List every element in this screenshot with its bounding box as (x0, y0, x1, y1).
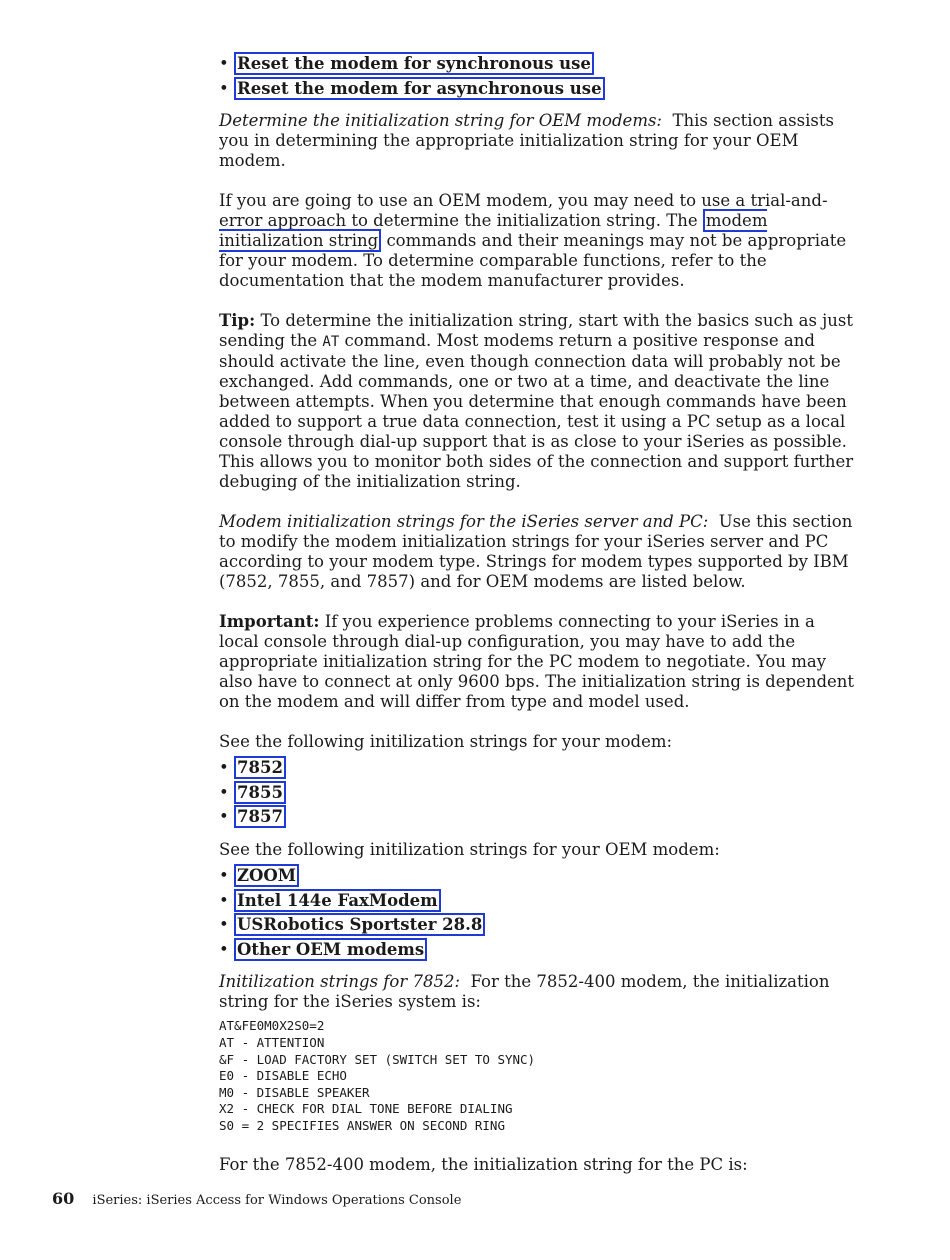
bullet-icon: • (219, 807, 229, 827)
important-paragraph (219, 612, 859, 712)
modem-7855-link[interactable]: 7855 (234, 781, 286, 804)
bullet-icon: • (219, 865, 229, 885)
other-oem-modems-link[interactable]: Other OEM modems (234, 938, 427, 961)
reset-asynchronous-link[interactable]: Reset the modem for asynchronous use (234, 77, 605, 100)
code-line: E0 - DISABLE ECHO (219, 1068, 347, 1084)
reset-synchronous-link[interactable]: Reset the modem for synchronous use (234, 52, 594, 75)
strings-section-heading: Modem initialization strings for the iSeries server and PC: (219, 512, 709, 532)
list-item (219, 938, 859, 963)
important-text: If you experience problems connecting to your iSeries in a local console through dial-up configuration, you may have to add the appropriate initialization string for the PC modem to negotiate. You may also have to connect at only 9600 bps. The initialization string is dependent on the modem and will differ from type and model used. (219, 612, 855, 712)
bullet-icon: • (219, 915, 229, 935)
code-line: X2 - CHECK FOR DIAL TONE BEFORE DIALING (219, 1101, 513, 1117)
important-label: Important: (219, 612, 320, 632)
usrobotics-link[interactable]: USRobotics Sportster 28.8 (234, 913, 485, 936)
list-item (219, 913, 859, 938)
strings-intro-text: Use this section to modify the modem initialization strings for your iSeries server and PC according to your modem type. Strings for modem types supported by IBM (7852, 7855, and 7857) and for OEM modems are listed below. (219, 512, 853, 592)
tip-text-before: To determine the initialization string, start with the basics such as just sending the (219, 311, 854, 351)
oem-intro-text: This section assists you in determining the appropriate initialization string for your OEM modem. (219, 111, 834, 171)
oem-intro-paragraph (219, 111, 859, 171)
footer-title: iSeries: iSeries Access for Windows Operations Console (92, 1193, 462, 1208)
bullet-icon: • (219, 939, 229, 959)
intel-faxmodem-link[interactable]: Intel 144e FaxModem (234, 889, 441, 912)
bullet-icon: • (219, 890, 229, 910)
list-item (219, 756, 859, 781)
code-line: M0 - DISABLE SPEAKER (219, 1084, 370, 1100)
modem-initialization-string-link[interactable]: modem initialization string (219, 211, 768, 251)
oem-modem-links-list (219, 864, 859, 962)
code-line: S0 = 2 SPECIFIES ANSWER ON SECOND RING (219, 1117, 505, 1133)
code-line: AT&FE0M0X2S0=2 (219, 1018, 325, 1034)
code-line: &F - LOAD FACTORY SET (SWITCH SET TO SYNC) (219, 1051, 536, 1067)
tip-paragraph (219, 311, 859, 492)
list-item (219, 781, 859, 806)
page-footer (52, 1189, 461, 1208)
list-item (219, 864, 859, 889)
page-number: 60 (52, 1189, 75, 1208)
zoom-link[interactable]: ZOOM (234, 864, 299, 887)
m7852-pc-intro: For the 7852-400 modem, the initialization string for the PC is: (219, 1154, 748, 1174)
m7852-intro-text: For the 7852-400 modem, the initialization string for the iSeries system is: (219, 972, 830, 1012)
oem-section-heading: Determine the initialization string for OEM modems: (219, 111, 662, 131)
bullet-icon: • (219, 782, 229, 802)
modem-7857-link[interactable]: 7857 (234, 805, 286, 828)
reset-links-list (219, 52, 859, 101)
bullet-icon: • (219, 758, 229, 778)
oem-trial-text-after: commands and their meanings may not be appropriate for your modem. To determine comparable functions, refer to the documentation that the modem manufacturer provides. (219, 231, 847, 291)
bullet-icon: • (219, 54, 229, 73)
code-line: AT - ATTENTION (219, 1034, 325, 1050)
page-content (219, 52, 859, 1175)
oem-trial-paragraph (219, 191, 859, 291)
tip-text-after: command. Most modems return a positive response and should activate the line, even though connection data will probably not be exchanged. Add commands, one or two at a time, and deactivate the line between attempts. When you determine that enough commands have been added to support a true data connection, test it using a PC setup as a local console through dial-up support that is as close to your iSeries as possible. This allows you to monitor both sides of the connection and support further debuging of the initialization string. (219, 331, 854, 492)
modem-7852-link[interactable]: 7852 (234, 756, 286, 779)
m7852-section-heading: Initilization strings for 7852: (219, 972, 461, 992)
ibm-modems-lead: See the following initilization strings for your modem: (219, 732, 673, 752)
list-item (219, 52, 859, 77)
at-command-code: AT (322, 334, 340, 351)
tip-label: Tip: (219, 311, 256, 331)
init-string-code-block (219, 1018, 859, 1134)
bullet-icon: • (219, 78, 229, 98)
list-item (219, 77, 859, 102)
oem-modems-lead: See the following initilization strings for your OEM modem: (219, 839, 720, 859)
strings-intro-paragraph (219, 512, 859, 592)
list-item (219, 889, 859, 914)
list-item (219, 805, 859, 830)
m7852-intro-paragraph (219, 972, 859, 1012)
oem-trial-text-before: If you are going to use an OEM modem, you may need to use a trial-and-error approach to determine the initialization string. The (219, 191, 828, 231)
ibm-modem-links-list (219, 756, 859, 830)
